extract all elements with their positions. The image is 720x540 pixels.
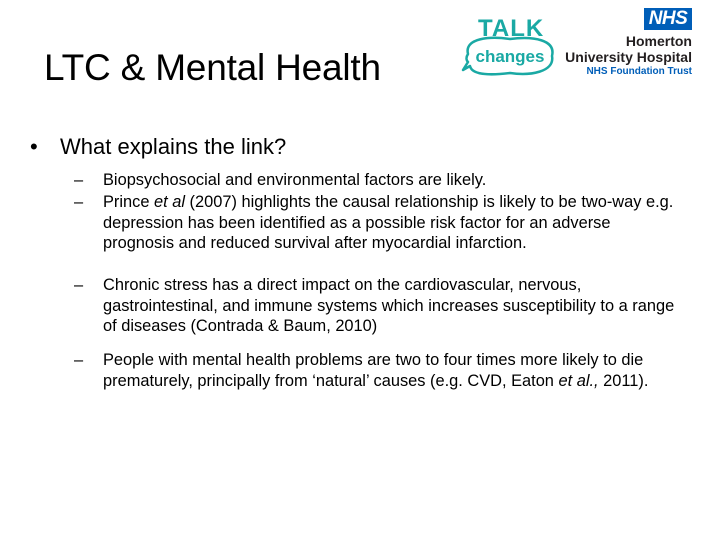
- talk-logo-word2: changes: [475, 47, 545, 66]
- sub-bullet-text: Prince et al (2007) highlights the causal relationship is likely to be two-way e.g. depression has been identified as a possible risk factor for an adverse prognosis and reduced survival after myocardial infarction.: [103, 193, 674, 253]
- dash-marker: –: [74, 351, 84, 369]
- nhs-trust-type: NHS Foundation Trust: [586, 66, 692, 77]
- sub-bullet: [74, 350, 684, 391]
- dash-marker: –: [74, 276, 84, 294]
- nhs-badge: NHS: [644, 8, 692, 30]
- sub-bullet-text: People with mental health problems are two to four times more likely to die prematurely, principally from ‘natural’ causes (e.g. CVD, Eaton et al., 2011).: [103, 351, 649, 390]
- nhs-trust-name-line2: University Hospital: [565, 49, 692, 65]
- nhs-trust-name-line1: Homerton: [625, 33, 692, 49]
- main-bullet: [30, 132, 286, 162]
- talk-changes-logo: [460, 10, 560, 82]
- sub-bullet-text: Chronic stress has a direct impact on the cardiovascular, nervous, gastrointestinal, and immune systems which increases susceptibility to a range of diseases (Contrada & Baum, 2010): [103, 276, 675, 336]
- sub-bullet-text: Biopsychosocial and environmental factors are likely.: [103, 171, 487, 189]
- nhs-homerton-logo: [566, 8, 692, 84]
- dash-marker: –: [74, 193, 84, 211]
- talk-logo-word1: TALK: [478, 15, 545, 42]
- sub-bullet: [74, 170, 684, 191]
- sub-bullet: [74, 275, 684, 337]
- dash-marker: –: [74, 171, 84, 189]
- main-bullet-text: What explains the link?: [60, 134, 287, 159]
- sub-bullet: [74, 192, 684, 254]
- bullet-marker: •: [30, 134, 38, 159]
- slide-title: LTC & Mental Health: [44, 47, 381, 88]
